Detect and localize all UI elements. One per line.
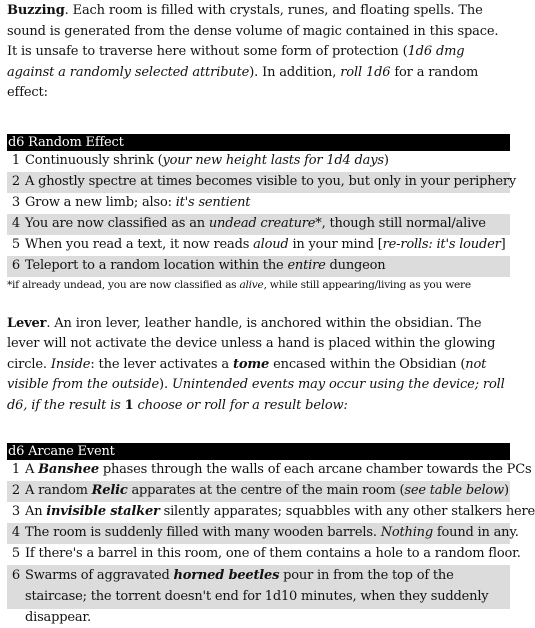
row-text: Continuously shrink ( xyxy=(25,152,163,168)
row-text: If there's a barrel in this room, one of them contains a hole to a random floor. xyxy=(25,546,521,561)
table-row xyxy=(7,172,517,193)
lever-roll-instruction: Unintended events may occur using the device; roll d6, if the result is xyxy=(7,377,505,413)
table-row xyxy=(7,235,510,256)
row-text-italic: undead creature xyxy=(208,215,316,231)
row-text: A random xyxy=(25,483,92,498)
lever-inside-label: Inside xyxy=(50,356,91,372)
arcane-event-table xyxy=(7,443,535,625)
lever-visibility-note: not visible from the outside xyxy=(7,356,487,392)
row-text: silently apparates; squabbles with any other stalkers here xyxy=(159,504,535,519)
lever-roll-instruction-end: choose or roll for a result below: xyxy=(133,397,348,413)
footnote-text: , while still appearing/living as you were xyxy=(263,278,471,291)
table-row xyxy=(7,502,535,523)
row-number: 5 xyxy=(11,236,20,252)
row-text-bold-italic: Banshee xyxy=(38,462,99,477)
row-text: apparates at the centre of the main room ( xyxy=(127,483,405,498)
row-text: The room is suddenly filled with many wooden barrels. xyxy=(25,525,381,540)
lever-title: Lever xyxy=(7,315,47,331)
table-row xyxy=(7,256,510,277)
row-number: 5 xyxy=(11,546,20,561)
row-text: Grow a new limb; also: xyxy=(25,194,176,210)
row-text-bold-italic: Relic xyxy=(91,483,128,498)
lever-result-number: 1 xyxy=(124,397,134,413)
buzzing-damage-note: 1d6 dmg against a randomly selected attribute xyxy=(7,44,465,80)
row-text: An xyxy=(25,504,47,519)
lever-text-4: ). xyxy=(159,377,172,392)
buzzing-paragraph xyxy=(7,0,508,104)
row-number: 4 xyxy=(11,525,20,540)
row-number: 3 xyxy=(11,194,20,210)
row-text: ) xyxy=(383,152,389,168)
buzzing-title: Buzzing xyxy=(7,3,65,18)
footnote-text: *if already undead, you are now classified as xyxy=(7,278,240,291)
row-text-italic: Nothing xyxy=(380,525,433,540)
row-text: in your mind [ xyxy=(288,236,383,252)
table-row xyxy=(7,460,532,481)
table-row xyxy=(7,523,519,544)
lever-text-3: encased within the Obsidian ( xyxy=(269,356,466,372)
row-number: 6 xyxy=(11,257,20,273)
row-text: phases through the walls of each arcane chamber towards the PCs xyxy=(98,462,532,477)
buzzing-text-3: for a random effect: xyxy=(7,64,479,100)
lever-text-1: . An iron lever, leather handle, is anchored within the obsidian. The lever will not activate the device unless a hand is placed within the glowing circle. xyxy=(7,315,496,372)
row-number: 6 xyxy=(11,568,20,583)
footnote-text-italic: alive xyxy=(239,278,264,291)
row-text-bold-italic: horned beetles xyxy=(173,568,280,583)
row-text-italic: your new height lasts for 1d4 days xyxy=(162,152,384,168)
row-text-italic: re-rolls: it's louder xyxy=(382,236,501,252)
buzzing-text-1: . Each room is filled with crystals, runes, and floating spells. The sound is generated from the dense volume of magic contained in this space. It is unsafe to traverse here without some form of protection ( xyxy=(7,3,499,59)
row-number: 1 xyxy=(11,152,20,168)
row-number: 2 xyxy=(11,483,20,498)
row-text: dungeon xyxy=(325,257,386,273)
random-effect-footnote xyxy=(7,277,510,293)
row-text: A xyxy=(25,462,39,477)
lever-text-2: : the lever activates a xyxy=(90,356,233,372)
arcane-event-table-header: d6 Arcane Event xyxy=(7,443,510,460)
table-row xyxy=(7,151,510,172)
table-row xyxy=(7,544,521,565)
row-text-italic: entire xyxy=(287,257,326,273)
table-row xyxy=(7,193,510,214)
row-text: ] xyxy=(500,236,506,252)
row-text: ) xyxy=(504,483,509,498)
random-effect-table xyxy=(7,134,517,293)
row-number: 2 xyxy=(11,173,20,189)
row-text-italic: see table below xyxy=(404,483,504,498)
buzzing-text-2: ). In addition, xyxy=(249,64,341,80)
random-effect-table-header: d6 Random Effect xyxy=(7,134,510,151)
row-text-bold-italic: invisible stalker xyxy=(46,504,160,519)
lever-paragraph xyxy=(7,314,508,417)
row-text: Swarms of aggravated xyxy=(25,568,174,583)
table-row xyxy=(7,214,510,235)
row-text: pour in from the top of the staircase; the torrent doesn't end for 1d10 minutes, when they suddenly disappear. xyxy=(25,568,489,625)
row-text: A ghostly spectre at times becomes visible to you, but only in your periphery xyxy=(25,173,517,189)
row-text: When you read a text, it now reads xyxy=(25,236,254,252)
row-text-block xyxy=(25,565,495,628)
row-text: *, though still normal/alive xyxy=(315,215,486,231)
row-text: found in any. xyxy=(432,525,519,540)
row-text-italic: aloud xyxy=(253,236,289,252)
row-number: 4 xyxy=(11,215,20,231)
row-number: 3 xyxy=(11,504,20,519)
row-text: Teleport to a random location within the xyxy=(25,257,288,273)
row-number: 1 xyxy=(11,462,20,477)
lever-tome-term: tome xyxy=(233,356,270,372)
table-row xyxy=(7,565,510,625)
buzzing-roll-instruction: roll 1d6 xyxy=(340,64,391,80)
row-text: You are now classified as an xyxy=(25,215,209,231)
row-text-italic: it's sentient xyxy=(175,194,251,210)
table-row xyxy=(7,481,510,502)
